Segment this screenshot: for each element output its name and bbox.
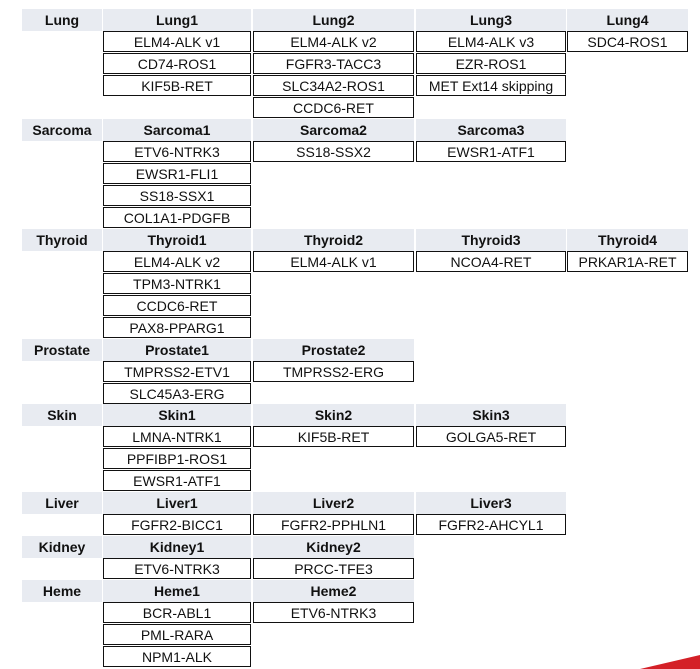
panel-header: Liver2 — [253, 492, 414, 514]
corner-accent-stripe — [600, 655, 700, 669]
panel-header: Sarcoma1 — [103, 119, 251, 141]
panel-header: Sarcoma3 — [416, 119, 566, 141]
fusion-cell: EWSR1-ATF1 — [416, 141, 566, 162]
fusion-cell: ETV6-NTRK3 — [103, 141, 251, 162]
fusion-cell: PPFIBP1-ROS1 — [103, 448, 251, 469]
panel-header: Liver3 — [416, 492, 566, 514]
panel-header: Liver1 — [103, 492, 251, 514]
fusion-cell: SS18-SSX2 — [253, 141, 414, 162]
tissue-label: Thyroid — [22, 229, 102, 251]
fusion-cell: SLC45A3-ERG — [103, 383, 251, 404]
fusion-cell: ELM4-ALK v2 — [103, 251, 251, 272]
fusion-cell: BCR-ABL1 — [103, 602, 251, 623]
fusion-cell: PAX8-PPARG1 — [103, 317, 251, 338]
panel-header: Thyroid4 — [567, 229, 688, 251]
fusion-cell: EWSR1-ATF1 — [103, 470, 251, 491]
fusion-cell: SS18-SSX1 — [103, 185, 251, 206]
fusion-cell: GOLGA5-RET — [416, 426, 566, 447]
panel-header: Heme1 — [103, 580, 251, 602]
panel-header: Kidney1 — [103, 536, 251, 558]
panel-header: Thyroid3 — [416, 229, 566, 251]
panel-header: Heme2 — [253, 580, 414, 602]
panel-header: Skin3 — [416, 404, 566, 426]
fusion-cell: CCDC6-RET — [103, 295, 251, 316]
fusion-cell: FGFR2-BICC1 — [103, 514, 251, 535]
panel-header: Prostate1 — [103, 339, 251, 361]
tissue-label: Kidney — [22, 536, 102, 558]
panel-header: Prostate2 — [253, 339, 414, 361]
panel-header: Thyroid2 — [253, 229, 414, 251]
fusion-cell: TPM3-NTRK1 — [103, 273, 251, 294]
fusion-cell: PRKAR1A-RET — [567, 251, 688, 272]
fusion-cell: TMPRSS2-ERG — [253, 361, 414, 382]
fusion-cell: PML-RARA — [103, 624, 251, 645]
panel-header: Skin1 — [103, 404, 251, 426]
tissue-label: Sarcoma — [22, 119, 102, 141]
fusion-cell: SDC4-ROS1 — [567, 31, 688, 52]
panel-header: Lung4 — [567, 9, 688, 31]
fusion-cell: ELM4-ALK v1 — [103, 31, 251, 52]
fusion-cell: ELM4-ALK v2 — [253, 31, 414, 52]
fusion-cell: NCOA4-RET — [416, 251, 566, 272]
fusion-cell: FGFR2-AHCYL1 — [416, 514, 566, 535]
panel-header: Sarcoma2 — [253, 119, 414, 141]
fusion-cell: EWSR1-FLI1 — [103, 163, 251, 184]
fusion-cell: ELM4-ALK v1 — [253, 251, 414, 272]
fusion-cell: SLC34A2-ROS1 — [253, 75, 414, 96]
fusion-cell: CD74-ROS1 — [103, 53, 251, 74]
fusion-cell: NPM1-ALK — [103, 646, 251, 667]
panel-header: Lung1 — [103, 9, 251, 31]
panel-header: Thyroid1 — [103, 229, 251, 251]
panel-header: Skin2 — [253, 404, 414, 426]
fusion-cell: COL1A1-PDGFB — [103, 207, 251, 228]
tissue-label: Heme — [22, 580, 102, 602]
fusion-cell: KIF5B-RET — [253, 426, 414, 447]
fusion-cell: CCDC6-RET — [253, 97, 414, 118]
fusion-cell: ETV6-NTRK3 — [103, 558, 251, 579]
fusion-cell: EZR-ROS1 — [416, 53, 566, 74]
panel-header: Kidney2 — [253, 536, 414, 558]
panel-header: Lung2 — [253, 9, 414, 31]
fusion-cell: ETV6-NTRK3 — [253, 602, 414, 623]
fusion-cell: FGFR2-PPHLN1 — [253, 514, 414, 535]
panel-header: Lung3 — [416, 9, 566, 31]
tissue-label: Liver — [22, 492, 102, 514]
fusion-cell: KIF5B-RET — [103, 75, 251, 96]
fusion-cell: MET Ext14 skipping — [416, 75, 566, 96]
tissue-label: Skin — [22, 404, 102, 426]
fusion-cell: TMPRSS2-ETV1 — [103, 361, 251, 382]
tissue-label: Lung — [22, 9, 102, 31]
fusion-cell: ELM4-ALK v3 — [416, 31, 566, 52]
fusion-cell: LMNA-NTRK1 — [103, 426, 251, 447]
tissue-label: Prostate — [22, 339, 102, 361]
fusion-cell: FGFR3-TACC3 — [253, 53, 414, 74]
fusion-cell: PRCC-TFE3 — [253, 558, 414, 579]
